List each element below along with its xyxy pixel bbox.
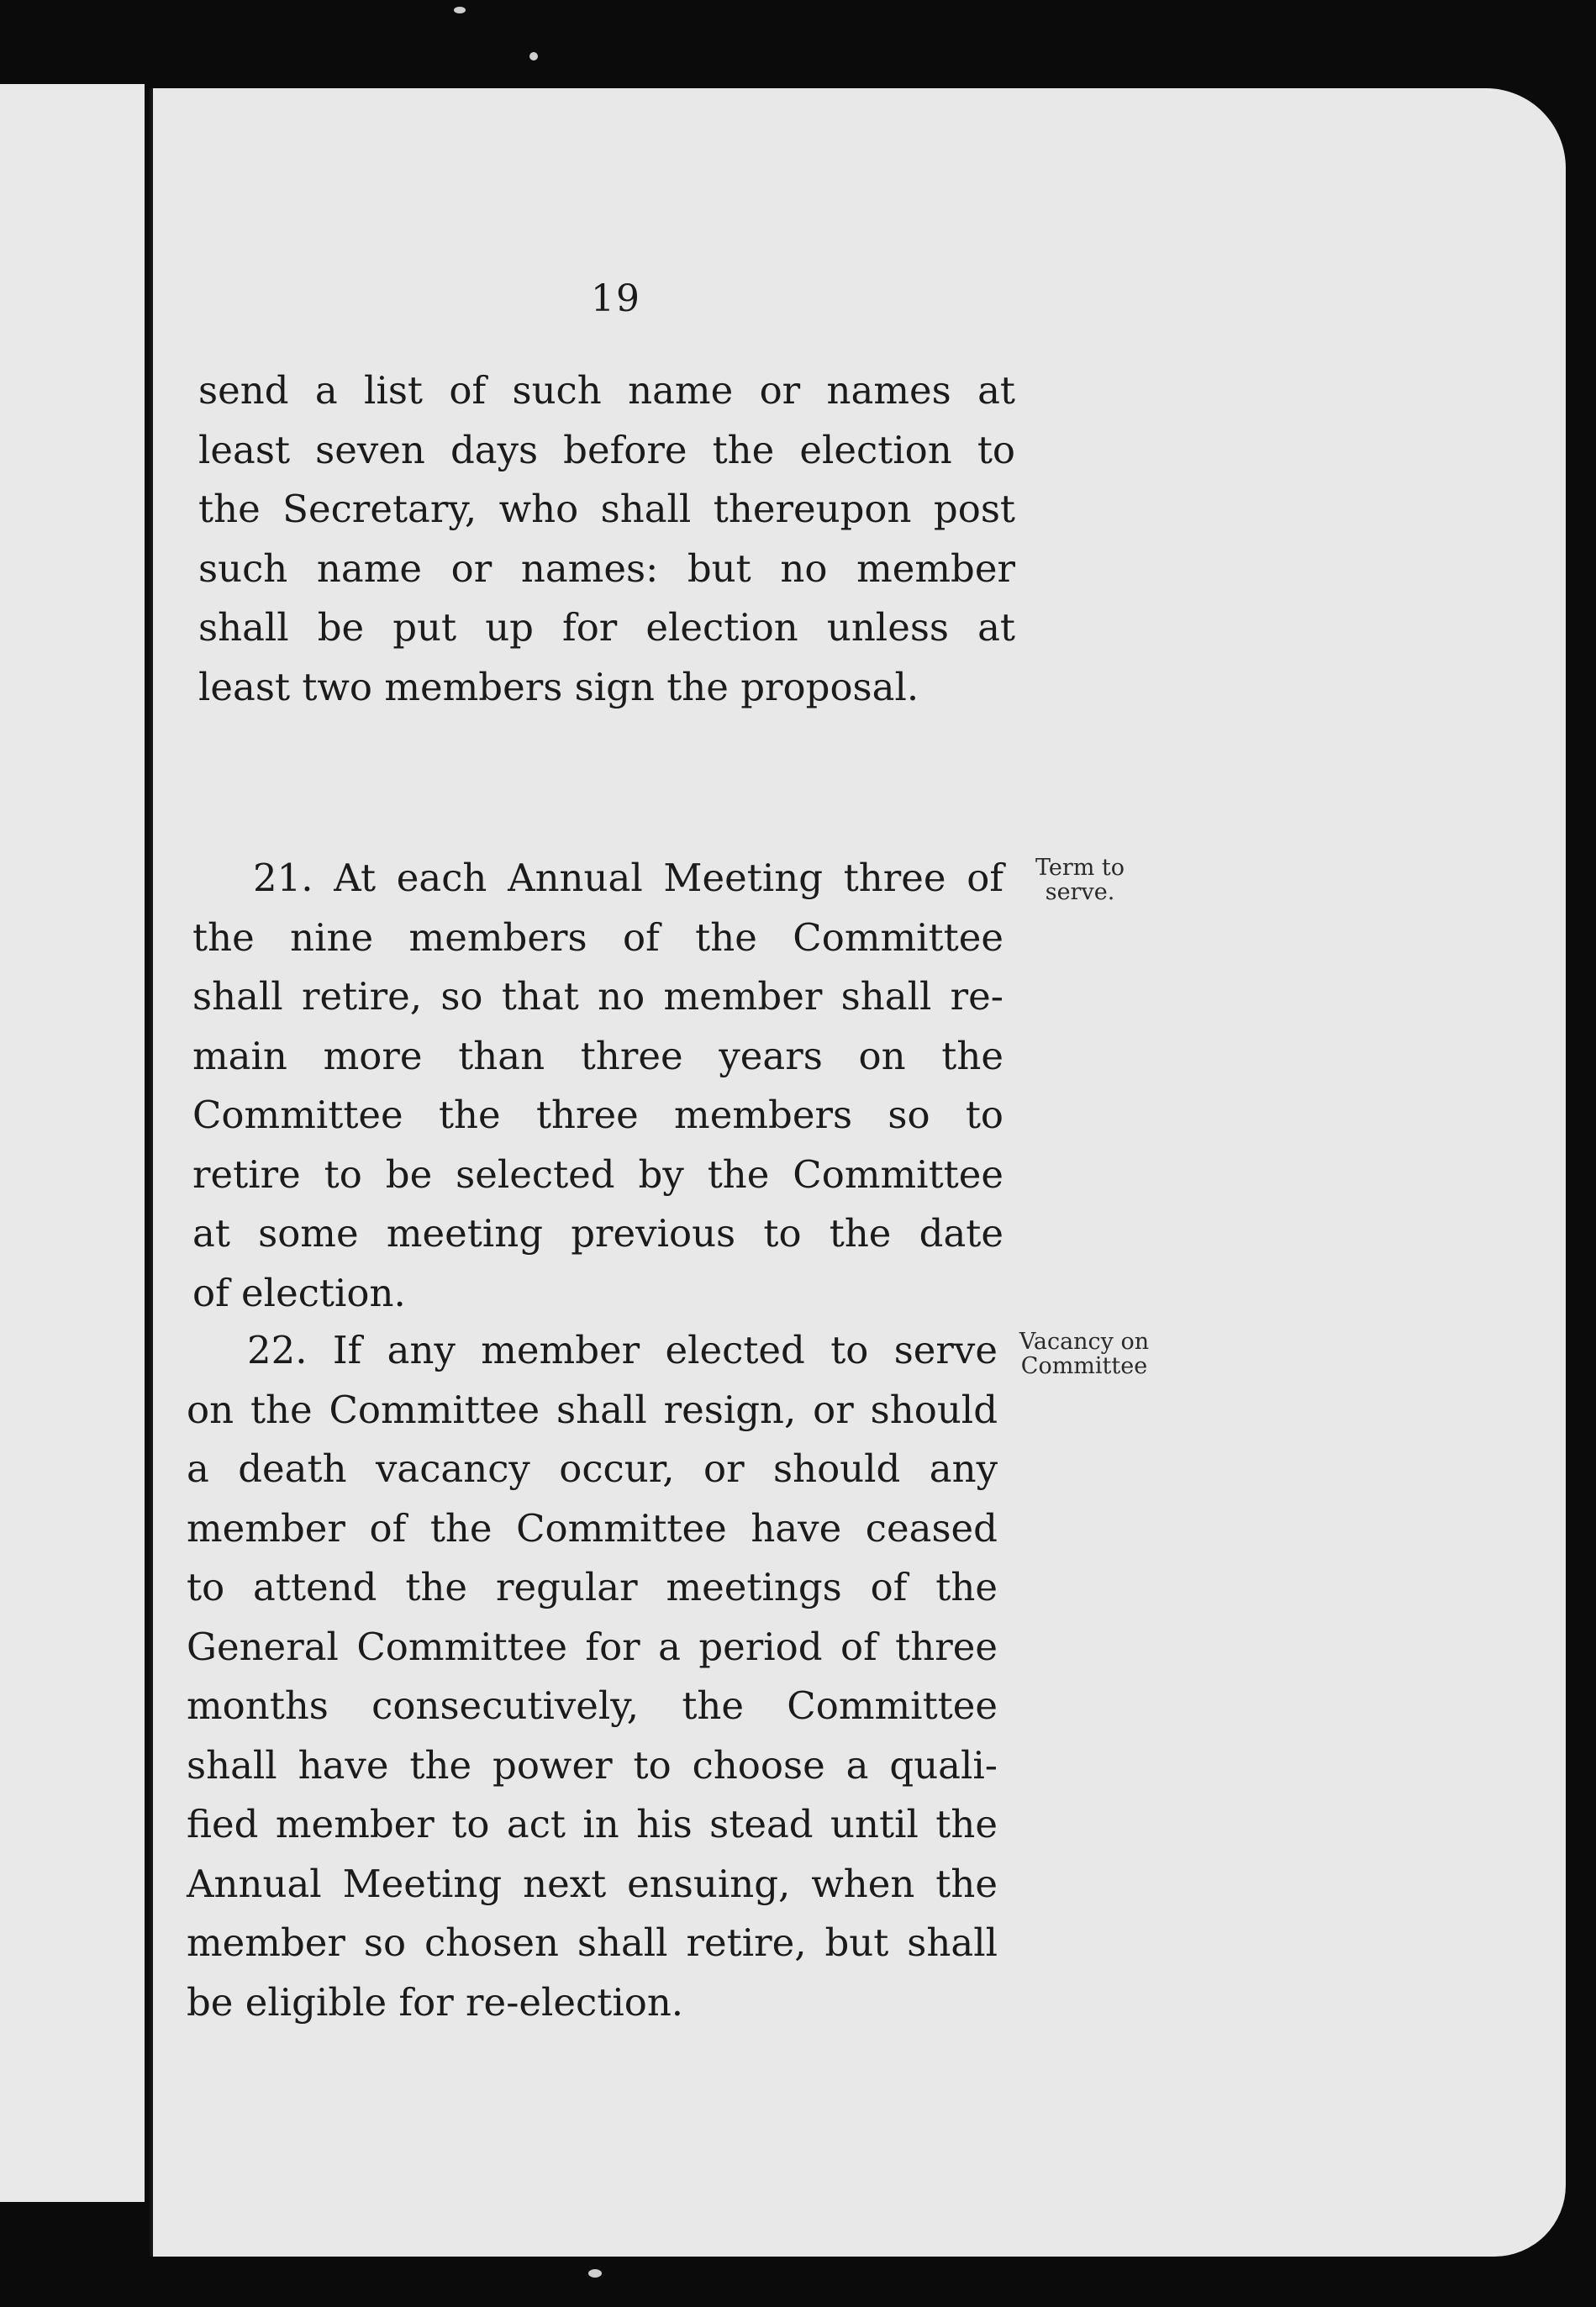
text-line: least seven days before the election to (198, 427, 1015, 472)
text-line: months consecutively, the Committee (187, 1683, 998, 1728)
margin-note-line: Committee (1020, 1353, 1148, 1379)
margin-note-line: serve. (1045, 879, 1115, 905)
text-line: fied member to act in his stead until the (187, 1802, 998, 1846)
text-line: be eligible for re-election. (187, 1979, 684, 2025)
text-line: send a list of such name or names at (198, 368, 1015, 413)
text-line: member so chosen shall retire, but shall (187, 1920, 998, 1965)
margin-note-term (1025, 856, 1135, 904)
text-line: least two members sign the proposal. (198, 664, 919, 709)
text-line: at some meeting previous to the date (192, 1211, 1003, 1256)
text-line: Annual Meeting next ensuing, when the (187, 1861, 998, 1906)
facing-page-edge (0, 84, 145, 2202)
text-line: the nine members of the Committee (192, 914, 1003, 960)
paragraph-continuation (198, 361, 1015, 717)
text-line: Committee the three members so to (192, 1093, 1003, 1137)
text-line: of election. (192, 1270, 406, 1315)
text-line: shall have the power to choose a quali- (187, 1742, 998, 1788)
scan-speck (529, 52, 538, 61)
text-line: member of the Committee have ceased (187, 1505, 998, 1551)
page-number: 19 (591, 277, 641, 320)
text-line: shall retire, so that no member shall re- (192, 974, 1003, 1019)
text-line: 22. If any member elected to serve (247, 1328, 998, 1372)
paragraph-rule-21 (192, 849, 1003, 1323)
text-line: to attend the regular meetings of the (187, 1565, 998, 1609)
text-line: retire to be selected by the Committee (192, 1151, 1003, 1197)
scan-speck (454, 7, 466, 13)
text-line: main more than three years on the (192, 1033, 1003, 1078)
scan-speck (588, 2269, 602, 2278)
text-line: General Committee for a period of three (187, 1624, 998, 1669)
text-line: a death vacancy occur, or should any (187, 1446, 998, 1491)
text-line: such name or names: but no member (198, 545, 1015, 591)
text-line: the Secretary, who shall thereupon post (198, 487, 1015, 531)
margin-note-line: Vacancy on (1019, 1329, 1150, 1355)
text-line: shall be put up for election unless at (198, 605, 1015, 650)
margin-note-vacancy (1017, 1330, 1151, 1378)
margin-note-line: Term to (1035, 855, 1125, 881)
paragraph-rule-22 (187, 1321, 998, 2032)
text-line: on the Committee shall resign, or should (187, 1387, 998, 1432)
text-line: 21. At each Annual Meeting three of (253, 856, 1003, 900)
